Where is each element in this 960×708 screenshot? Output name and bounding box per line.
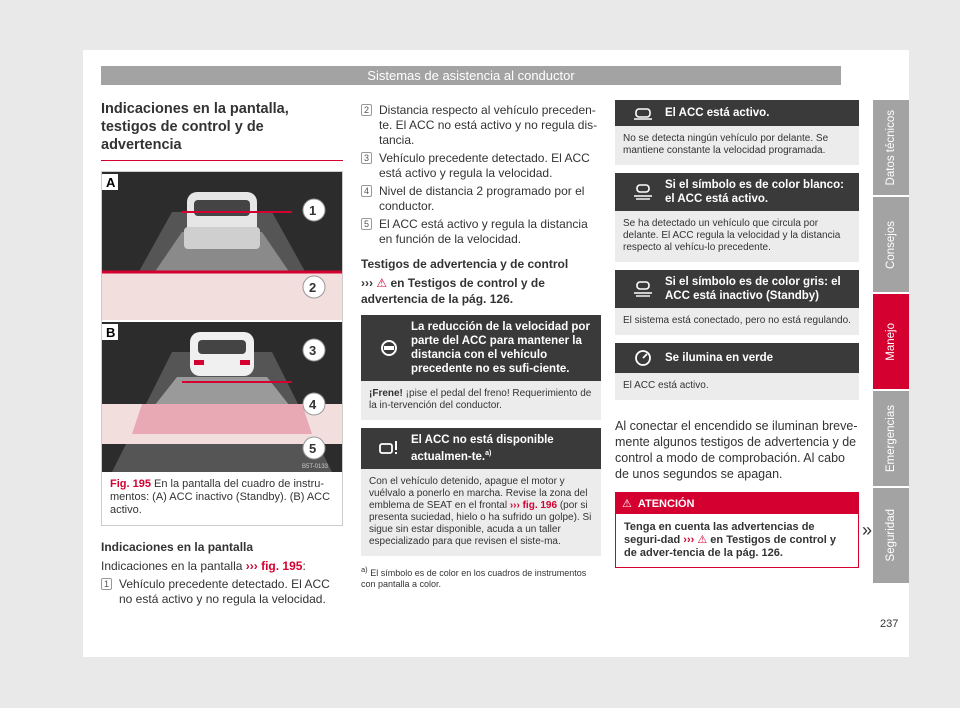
lamp-header xyxy=(615,100,859,126)
speedometer-icon xyxy=(621,348,665,368)
subheading-display: Indicaciones en la pantalla xyxy=(101,540,254,554)
item-number: 1 xyxy=(101,578,112,590)
lamp-title-text: El ACC no está disponible actualmen-te. xyxy=(411,434,554,463)
footnote-mark: a) xyxy=(361,564,368,574)
lamp-header xyxy=(615,343,859,373)
item-number: 3 xyxy=(361,152,372,164)
callout-2: 2 xyxy=(309,280,317,295)
intro-colon: : xyxy=(302,559,306,573)
lamp-body-text: Con el vehículo detenido, apague el motor y vuélvalo a ponerlo en marcha. Revise la zona del emblema de SEAT en el frontal xyxy=(369,475,588,511)
item-text: El ACC está activo y regula la distancia en función de la velocidad. xyxy=(379,217,588,246)
paragraph: Al conectar el encendido se iluminan breve-mente algunos testigos de advertencia y de control a modo de comprobación. Al cabo de unos segundos se apagan. xyxy=(615,419,858,481)
acc-vehicle-detected-icon xyxy=(621,183,665,201)
callout-4: 4 xyxy=(309,397,317,412)
panel-b-label: B xyxy=(106,325,116,340)
footnote-ref: a) xyxy=(485,450,492,457)
list-item xyxy=(361,151,601,181)
lamp-title: Si el símbolo es de color blanco: el ACC está activo. xyxy=(665,179,844,205)
lamp-header xyxy=(615,270,859,308)
page-number: 237 xyxy=(880,618,899,630)
acc-standby-icon xyxy=(621,280,665,298)
lamp-body xyxy=(361,469,601,556)
column-left xyxy=(101,100,343,607)
tab-emergencias[interactable] xyxy=(873,391,909,486)
attention-body xyxy=(616,514,858,567)
attention-link[interactable]: ››› xyxy=(683,534,695,546)
lamp-body: El sistema está conectado, pero no está regulando. xyxy=(623,315,851,326)
figure-195 xyxy=(101,171,343,526)
figure-code: B5T-0133 xyxy=(302,464,329,470)
intro-line xyxy=(101,558,343,574)
figure-caption-text: En la pantalla del cuadro de instru-mentos: (A) ACC inactivo (Standby). (B) ACC activo. xyxy=(110,478,331,516)
attention-text: Tenga en cuenta las advertencias de seguri-dad xyxy=(624,521,815,546)
lamp-body xyxy=(361,381,601,420)
attention-header xyxy=(616,493,858,514)
lamp-brake-warning xyxy=(361,315,601,420)
tab-datos-tecnicos[interactable] xyxy=(873,100,909,195)
item-number: 4 xyxy=(361,185,372,197)
panel-a-label: A xyxy=(106,175,116,190)
lamp-acc-unavailable xyxy=(361,428,601,556)
list-item xyxy=(361,184,601,214)
brake-warning-icon xyxy=(367,338,411,358)
list-item xyxy=(361,103,601,148)
acc-car-icon xyxy=(621,105,665,121)
warning-lights-heading: Testigos de advertencia y de control xyxy=(361,257,569,271)
item-text: Vehículo precedente detectado. El ACC no está activo y no regula la velocidad. xyxy=(119,577,330,606)
warning-triangle-icon: ⚠ xyxy=(622,498,632,510)
acc-fault-icon xyxy=(367,439,411,457)
lamp-body: El ACC está activo. xyxy=(623,380,709,391)
tab-seguridad[interactable] xyxy=(873,488,909,583)
continue-arrow: » xyxy=(862,520,873,540)
footnote-text: El símbolo es de color en los cuadros de instrumentos con pantalla a color. xyxy=(361,567,587,589)
lamp-title: Se ilumina en verde xyxy=(665,352,774,364)
item-text: Nivel de distancia 2 programado por el conductor. xyxy=(379,184,585,213)
column-right xyxy=(615,100,859,568)
acc-display-illustration xyxy=(102,172,342,472)
lamp-title: Si el símbolo es de color gris: el ACC está inactivo (Standby) xyxy=(665,276,841,302)
attention-text-post: en Testigos de control y de adver-tencia de la pág. 126. xyxy=(624,534,837,559)
lamp-acc-active xyxy=(615,100,859,165)
item-text: Vehículo precedente detectado. El ACC está activo y regula la velocidad. xyxy=(379,151,590,180)
tab-label: Seguridad xyxy=(885,509,897,562)
callout-3: 3 xyxy=(309,343,317,358)
intro-text: Indicaciones en la pantalla xyxy=(101,559,243,573)
attention-label: ATENCIÓN xyxy=(637,497,695,510)
lamp-body: Se ha detectado un vehículo que circula por delante. El ACC regula la velocidad y la distancia respecto al vehícu-lo precedente. xyxy=(623,218,841,253)
item-number: 5 xyxy=(361,218,372,230)
lamp-body: No se detecta ningún vehículo por delante. Se mantiene constante la velocidad programada. xyxy=(623,133,829,156)
lamp-body-text: ¡pise el pedal del freno! Requerimiento de la in-tervención del conductor. xyxy=(369,388,592,411)
callout-5: 5 xyxy=(309,441,317,456)
column-middle xyxy=(361,100,601,590)
lamp-title: El ACC está activo. xyxy=(665,107,770,119)
lamp-acc-green xyxy=(615,343,859,400)
tab-label: Datos técnicos xyxy=(885,109,897,186)
list-item xyxy=(101,577,343,607)
warning-triangle-icon: ⚠ xyxy=(697,534,708,546)
tab-consejos[interactable] xyxy=(873,197,909,292)
lamp-body-text-2: (por si presenta suciedad, hielo o ha sufrido un golpe). Si sigue sin estar disponible, acuda a un taller especializado para que revisen el siste-ma. xyxy=(369,499,592,547)
item-text: Distancia respecto al vehículo preceden-te. El ACC no está activo y no regula dis-tancia. xyxy=(379,103,598,147)
lamp-header xyxy=(361,428,601,469)
list-item xyxy=(361,217,601,247)
tab-label: Manejo xyxy=(885,322,897,361)
lamp-header xyxy=(361,315,601,381)
warning-triangle-icon: ⚠ xyxy=(376,276,388,290)
callout-1: 1 xyxy=(309,203,317,218)
lamp-title: La reducción de la velocidad por parte del ACC para mantener la distancia con el vehículo precedente no es sufi-ciente. xyxy=(411,321,590,375)
figure-caption xyxy=(102,472,342,525)
tab-label: Emergencias xyxy=(885,404,897,473)
lamp-title xyxy=(411,433,595,464)
lamp-acc-white xyxy=(615,173,859,262)
tab-label: Consejos xyxy=(885,220,897,269)
attention-box xyxy=(615,492,859,568)
fig-195-link[interactable]: ››› fig. 195 xyxy=(245,559,303,573)
reference-text: en Testigos de control y de advertencia de la pág. 126. xyxy=(361,276,545,306)
side-tabs xyxy=(873,100,909,585)
item-number: 2 xyxy=(361,104,372,116)
lamp-header xyxy=(615,173,859,211)
manual-page xyxy=(83,50,909,657)
section-heading: Indicaciones en la pantalla, testigos de control y de advertencia xyxy=(101,100,343,161)
lamp-body-bold: ¡Frene! xyxy=(369,388,403,399)
reference-arrows: ››› xyxy=(361,276,373,290)
tab-manejo[interactable] xyxy=(873,294,909,389)
warning-reference[interactable] xyxy=(361,275,601,307)
page-header: Sistemas de asistencia al conductor xyxy=(101,66,841,85)
figure-caption-label: Fig. 195 xyxy=(110,478,151,490)
fig-196-link[interactable]: ››› fig. 196 xyxy=(509,499,558,511)
lamp-acc-grey xyxy=(615,270,859,335)
footnote xyxy=(361,564,601,590)
